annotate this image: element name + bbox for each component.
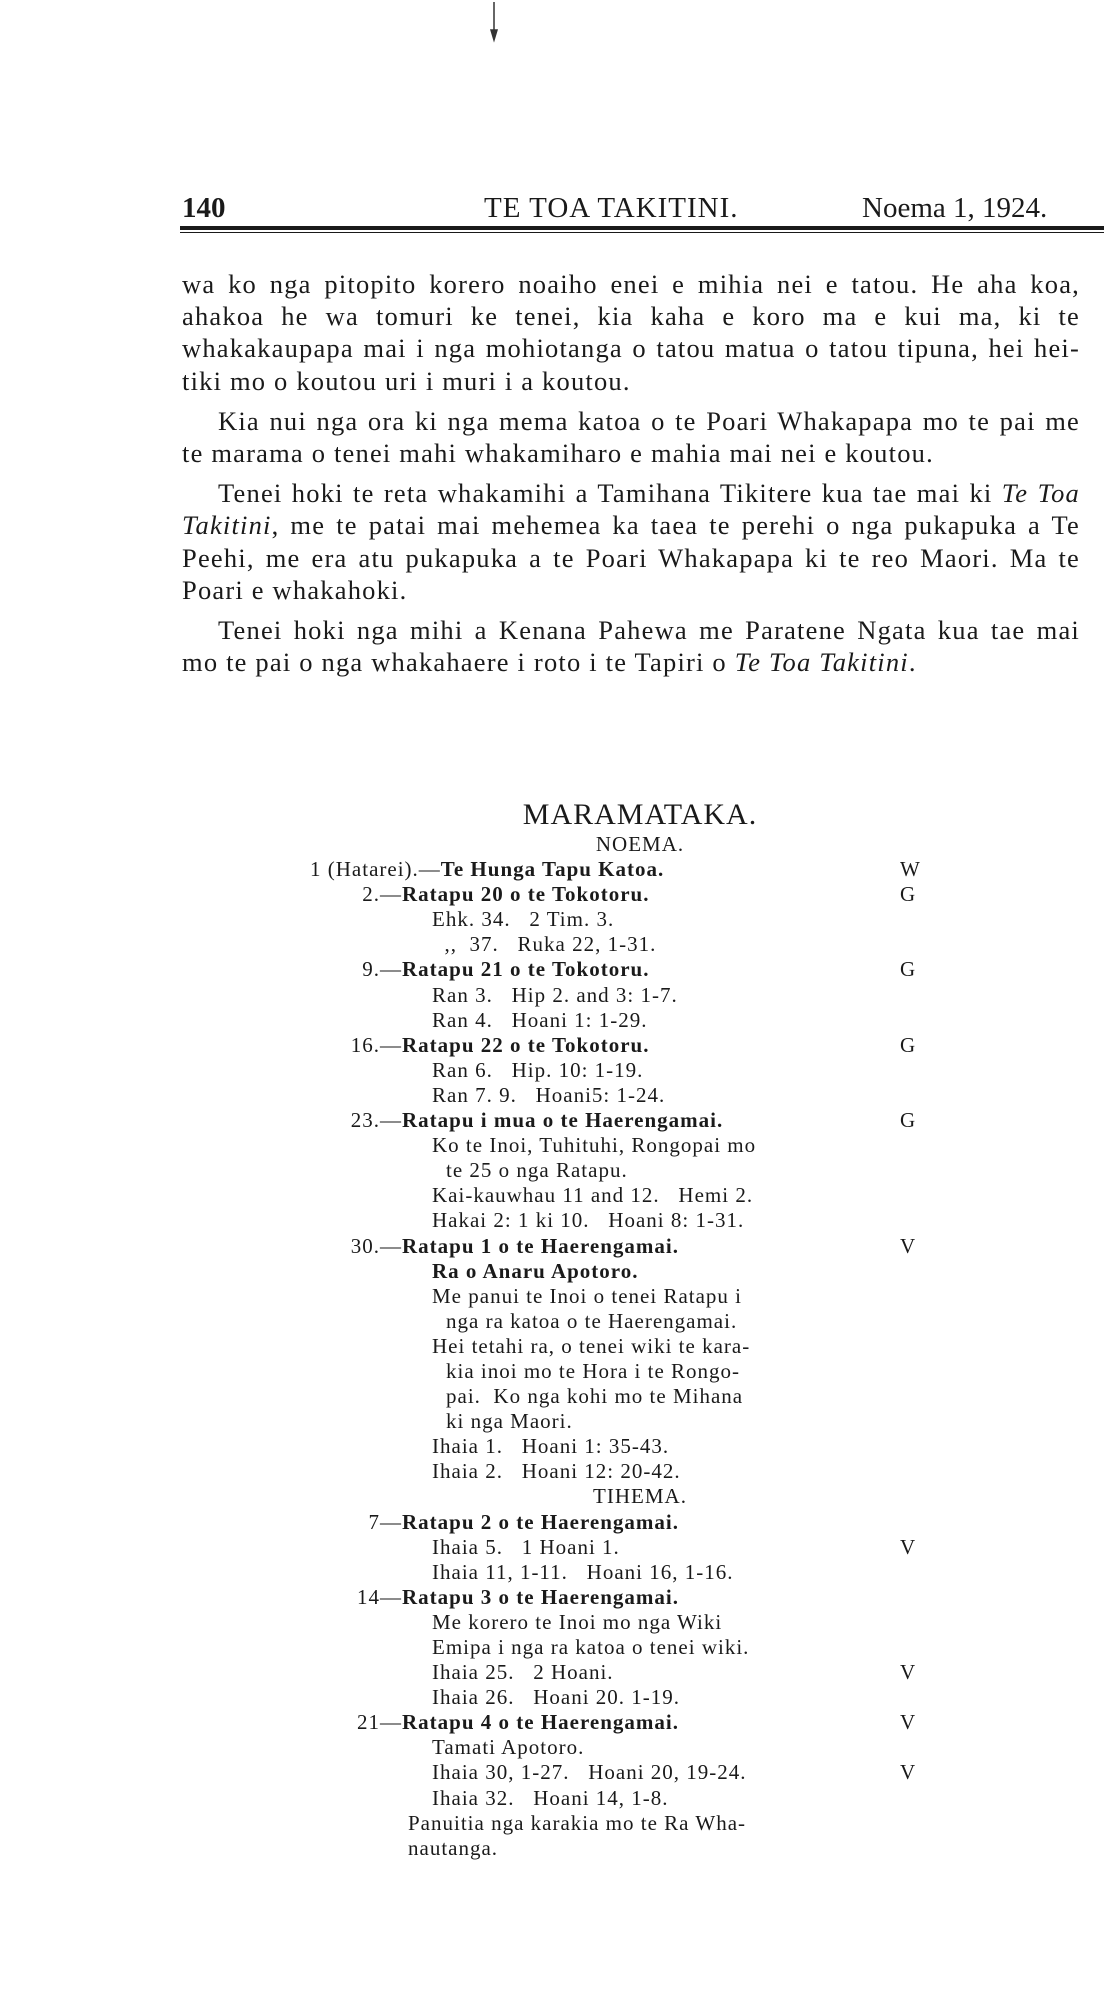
entry-reading: Me panui te Inoi o tenei Ratapu i [432,1283,743,1308]
entry-reading: Ko te Inoi, Tuhituhi, Rongopai mo [432,1133,757,1158]
entry-reading: Emipa i nga ra katoa o tenei wiki. [432,1635,750,1659]
calendar-entry [340,1008,940,1033]
liturgical-colour-code: G [900,1032,917,1057]
calendar-entry [340,1560,940,1585]
calendar-entry [340,1208,940,1233]
entry-sunday-name: Ratapu 3 o te Haerengamai. [402,1584,680,1609]
entry-feast-name: Ra o Anaru Apotoro. [432,1258,639,1283]
entry-sunday-name: Te Hunga Tapu Katoa. [440,857,665,882]
entry-reading: Ehk. 34. 2 Tim. 3. [432,907,615,932]
entry-sunday-name: Ratapu 20 o te Tokotoru. [402,882,650,907]
entry-sunday-name: Ratapu i mua o te Haerengamai. [402,1108,724,1133]
entry-reading: ,, 37. Ruka 22, 1-31. [432,932,657,957]
entry-sunday-name: Ratapu 22 o te Tokotoru. [402,1032,650,1057]
entry-date: 21— [357,1710,402,1735]
entry-date: 7— [368,1509,402,1534]
entry-reading: kia inoi mo te Hora i te Rongo- [446,1358,741,1383]
entry-reading: Ihaia 30, 1-27. Hoani 20, 19-24. [432,1760,747,1785]
header-rule-thin [180,232,1104,233]
entry-reading: Ihaia 1. Hoani 1: 35-43. [432,1434,670,1459]
calendar-entry [340,1434,940,1459]
calendar-rows-noema [310,857,940,1484]
entry-date: 9.— [362,957,402,982]
entry-sunday-name: Ratapu 2 o te Haerengamai. [402,1509,680,1534]
page-header [182,192,1102,226]
publication-title: TE TOA TAKITINI. [484,192,739,224]
entry-reading: Ihaia 11, 1-11. Hoani 16, 1-16. [432,1559,734,1584]
paragraph-4 [182,614,1080,678]
entry-reading: Ihaia 5. 1 Hoani 1. [432,1534,620,1559]
calendar-entry [340,1459,940,1484]
entry-date: 1 (Hatarei).— [310,857,441,882]
entry-reading: Ihaia 32. Hoani 14, 1-8. [432,1785,669,1810]
entry-reading: Panuitia nga karakia mo te Ra Wha- [408,1810,747,1835]
entry-date: 2.— [362,882,402,907]
entry-date: 16.— [350,1032,402,1057]
entry-sunday-name: Ratapu 4 o te Haerengamai. [402,1710,680,1735]
calendar-entry [340,1158,940,1183]
calendar-entry [340,1811,940,1836]
entry-reading: Ran 6. Hip. 10: 1-19. [432,1057,644,1082]
liturgical-colour-code: V [900,1660,917,1685]
calendar-entry [310,857,940,882]
calendar-entry [340,1786,940,1811]
calendar-entry [340,1535,940,1560]
entry-sunday-name: Ratapu 21 o te Tokotoru. [402,957,650,982]
paragraph-3 [182,477,1080,606]
calendar-entry [340,1384,940,1409]
calendar-entry [340,1635,940,1660]
paragraph-4-text-b: . [908,647,917,678]
calendar-entry [340,1409,940,1434]
calendar-entry [340,1033,940,1058]
liturgical-colour-code: G [900,957,917,982]
entry-reading: nga ra katoa o te Haerengamai. [446,1308,738,1333]
calendar-entry [340,1309,940,1334]
calendar-entry [340,1585,940,1610]
liturgical-colour-code: V [900,1760,917,1785]
calendar-entry [340,932,940,957]
calendar-entry [340,1660,940,1685]
calendar-entry [340,1359,940,1384]
calendar-entry [340,1685,940,1710]
entry-reading: pai. Ko nga kohi mo te Mihana [446,1384,744,1409]
entry-reading: Ihaia 26. Hoani 20. 1-19. [432,1685,681,1710]
entry-reading: te 25 o nga Ratapu. [446,1158,628,1183]
entry-date: 23.— [350,1108,402,1133]
liturgical-colour-code: V [900,1534,917,1559]
calendar-entry [340,1108,940,1133]
calendar-entry [340,1610,940,1635]
paragraph-2: Kia nui nga ora ki nga mema katoa o te Poari Whakapapa mo te pai me te marama o tenei mahi whakamiharo e mahia mai nei e koutou. [182,405,1080,469]
paragraph-1: wa ko nga pitopito korero noaiho enei e mihia nei e tatou. He aha koa, ahakoa he wa tomuri ke tenei, kia kaha e koro ma e kui ma, ki te whakakaupapa mai i nga mohiotanga o tatou matua o tatou tipuna, hei hei-tiki mo o koutou uri i muri i a koutou. [182,269,1080,396]
entry-reading: Ihaia 25. 2 Hoani. [432,1660,614,1685]
calendar-entry [340,1710,940,1735]
entry-reading: Ran 3. Hip 2. and 3: 1-7. [432,982,678,1007]
entry-reading: Me korero te Inoi mo nga Wiki [432,1609,723,1634]
calendar-title: MARAMATAKA. [522,798,758,831]
calendar-entry [340,1334,940,1359]
liturgical-colour-code: G [900,1108,917,1133]
liturgical-colour-code: V [900,1710,917,1735]
entry-reading: nautanga. [408,1835,499,1860]
article-body [182,268,1080,686]
calendar-entry [340,1510,940,1535]
entry-reading: Ihaia 2. Hoani 12: 20-42. [432,1459,681,1484]
calendar-entry [340,882,940,907]
calendar-rows-tihema [340,1510,940,1861]
entry-date: 30.— [350,1233,402,1258]
calendar-entry [340,983,940,1008]
print-mark [488,0,500,44]
liturgical-colour-code: G [900,882,917,907]
calendar-entry [340,957,940,982]
entry-sunday-name: Ratapu 1 o te Haerengamai. [402,1233,680,1258]
page-number: 140 [182,192,226,224]
liturgical-colour-code: V [900,1233,917,1258]
calendar-entry [340,907,940,932]
entry-reading: Hakai 2: 1 ki 10. Hoani 8: 1-31. [432,1208,745,1233]
calendar-entry [340,1234,940,1259]
calendar-entry [340,1083,940,1108]
month-heading-tihema: TIHEMA. [593,1484,687,1509]
header-rule-thick [180,226,1104,230]
entry-reading: ki nga Maori. [446,1409,573,1434]
calendar-entry [340,1836,940,1861]
calendar [310,798,940,1861]
issue-date: Noema 1, 1924. [862,192,1048,224]
calendar-entry [340,1183,940,1208]
entry-date: 14— [357,1584,402,1609]
entry-reading: Ran 4. Hoani 1: 1-29. [432,1007,648,1032]
calendar-entry [340,1259,940,1284]
calendar-entry [340,1284,940,1309]
entry-reading: Tamati Apotoro. [432,1735,585,1760]
paragraph-3-text-a: Tenei hoki te reta whakamihi a Tamihana Tikitere kua tae mai ki [218,478,1002,509]
month-heading-noema: NOEMA. [595,832,685,856]
entry-reading: Kai-kauwhau 11 and 12. Hemi 2. [432,1183,754,1208]
paragraph-4-italic: Te Toa Takitini [734,647,909,678]
calendar-entry [340,1133,940,1158]
entry-reading: Ran 7. 9. Hoani5: 1-24. [432,1082,666,1107]
calendar-entry [340,1735,940,1760]
paragraph-3-text-b: , me te patai mai mehemea ka taea te perehi o nga pukapuka a Te Peehi, me era atu pukapuka a te Poari Whakapapa ki te reo Maori. Ma te Poari e whakahoki. [182,510,1080,605]
liturgical-colour-code: W [900,857,921,882]
entry-reading: Hei tetahi ra, o tenei wiki te kara- [432,1333,751,1358]
paragraph-3-italic: Te Toa Takitini [182,478,1080,541]
calendar-entry [340,1058,940,1083]
paragraph-4-text-a: Tenei hoki nga mihi a Kenana Pahewa me Paratene Ngata kua tae mai mo te pai o nga whakahaere i roto i te Tapiri o [182,615,1080,678]
calendar-entry [340,1760,940,1785]
